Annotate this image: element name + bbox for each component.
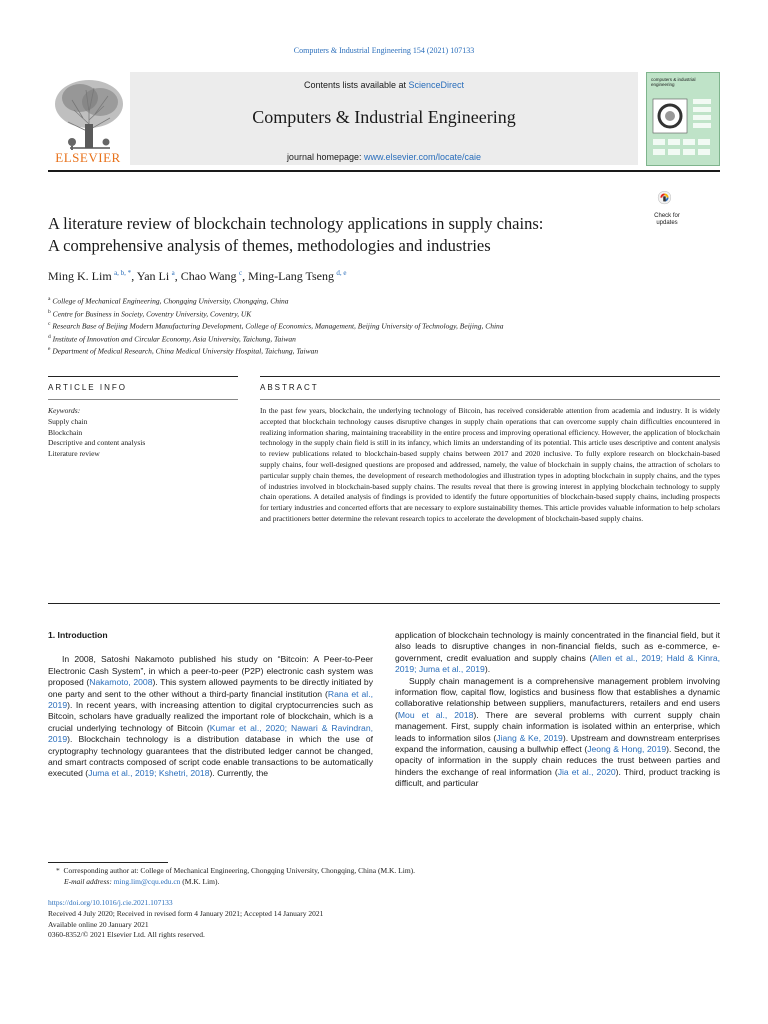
citation-link[interactable]: Jeong & Hong, 2019 — [587, 744, 667, 755]
publication-info — [48, 898, 718, 941]
citation-link[interactable]: Kumar et al., 2020; Nawari & Ravindran, 2019 — [48, 722, 373, 745]
abstract-rule-bottom — [48, 603, 720, 604]
body-paragraph — [48, 654, 373, 779]
article-info-rule-top — [48, 376, 238, 377]
affiliation-marker: d — [48, 333, 51, 340]
body-left-column — [48, 630, 373, 780]
corresponding-author-text: Corresponding author at: College of Mechanical Engineering, Chongqing University, Chongqing, China (M.K. Lim). — [63, 866, 416, 875]
affiliation-text: Centre for Business in Society, Coventry University, Coventry, UK — [52, 309, 252, 318]
footnote-star: * — [56, 866, 64, 875]
header-divider — [48, 170, 720, 172]
keywords-label: Keywords: — [48, 406, 81, 415]
author-affiliation-marker[interactable]: a — [171, 269, 175, 277]
author-affiliation-marker[interactable]: c — [238, 269, 243, 277]
section-heading-introduction: 1. Introduction — [48, 630, 108, 640]
article-info-heading: ARTICLE INFO — [48, 383, 127, 392]
citation-link[interactable]: Mou et al., 2018 — [397, 709, 474, 720]
author-list: Ming K. Lim $^{a, b, *}$, Yan Li $^a$, Chao Wang $^c$, Ming-Lang Tseng $^{d, e}$ — [48, 269, 347, 283]
affiliation-marker: c — [48, 321, 51, 327]
title-line-2: A comprehensive analysis of themes, methodologies and industries — [48, 236, 491, 255]
abstract-rule-mid — [260, 399, 720, 400]
body-text: application of blockchain technology is mainly concentrated in the financial field, but it also leads to disruptive changes in non-financial fields, such as e-commerce, e-government, credit evaluation and supply chains ( — [395, 630, 720, 663]
cover-art-icon — [651, 95, 715, 161]
contents-prefix: Contents lists available at — [303, 80, 409, 90]
sciencedirect-link[interactable]: ScienceDirect — [408, 80, 465, 90]
email-label: E-mail address: — [64, 877, 114, 886]
homepage-line — [130, 152, 638, 162]
body-text: Supply chain management is a comprehensive management problem involving information flow, capital flow, logistics and business flow that establishes a dynamic collaborative relationship between suppliers, manufacturers, retailers and end users ( — [395, 675, 720, 720]
available-online: Available online 20 January 2021 — [48, 919, 149, 929]
affiliation-item — [48, 307, 728, 320]
author-affiliation-marker[interactable]: d, e — [336, 269, 347, 277]
author-name[interactable]: Chao Wang — [180, 269, 237, 283]
affiliation-list — [48, 294, 728, 357]
body-text: ). Upstream and downstream enterprises expand the information, causing a bullwhip effect ( — [395, 732, 720, 755]
body-paragraph — [395, 630, 720, 676]
affiliation-item — [48, 344, 728, 357]
citation-link[interactable]: Rana et al., 2019 — [48, 688, 373, 711]
citation-link[interactable]: Nakamoto, 2008 — [89, 677, 153, 688]
body-text: ). This system allowed payments to be directly initiated by one party and sent to the other without a third-party financial institution ( — [48, 677, 374, 699]
email-suffix: (M.K. Lim). — [180, 877, 220, 886]
affiliation-item — [48, 319, 728, 332]
abstract-heading: ABSTRACT — [260, 383, 319, 392]
keyword-item: Literature review — [48, 449, 100, 459]
doi-link[interactable]: https://doi.org/10.1016/j.cie.2021.107133 — [48, 898, 173, 907]
body-text: ). There are several problems with current supply chain management. First, supply chain information is isolated within an enterprise, which leads to information silos ( — [395, 709, 720, 743]
homepage-prefix: journal homepage: — [286, 152, 364, 162]
abstract-text: In the past few years, blockchain, the underlying technology of Bitcoin, has received considerable attention from academia and industry. It is widely accepted that blockchain technology causes disruptive changes in supply chain operations that can overcome supply chain difficulties encountered in realizing information sharing, maintaining traceability in the entire process and improving operational efficiency. However, the application of blockchain technology in the supply chain field is still in its infancy, which limits an understanding of its potential. This article uses descriptive and content analysis to review publications related to blockchain-based supply chains between 2017 and 2020 inclusive. To fully explore research on blockchain-based supply chains, four well-designed questions are proposed and addressed, namely, the value of blockchain in supply chains, the attraction of scholars to particular supply chain themes, the development of research methodologies and illustration types in adopting blockchain in supply chains, and the types of industries involved in blockchain-based supply chains. The results reveal that there is growing interest in applying blockchain technology to supply chain operations. A detailed analysis of findings is provided to identify the future opportunities of blockchain-based supply chains, including prospects for tertiary industries and concerted efforts that are necessary to explore sustainability themes. This article provides valuable information to help scholars and practitioners better determine the relevant research topics to accelerate the development of blockchain-based supply chains. — [260, 406, 720, 523]
email-link[interactable]: ming.lim@cqu.edu.cn — [113, 877, 181, 886]
body-paragraph — [395, 676, 720, 790]
footnotes — [48, 865, 718, 887]
body-text: ). — [484, 664, 491, 675]
publisher-wordmark[interactable]: ELSEVIER — [55, 150, 121, 165]
affiliation-text: Department of Medical Research, China Medical University Hospital, Taichung, Taiwan — [52, 346, 319, 356]
article-info-rule-mid — [48, 399, 238, 400]
journal-reference[interactable]: Computers & Industrial Engineering 154 (2021) 107133 — [293, 46, 475, 55]
affiliation-marker: a — [48, 296, 51, 302]
affiliation-marker: b — [48, 308, 51, 315]
body-text: ). Blockchain technology is a distribution database in which the use of cryptography technology guarantees that the distributed ledger cannot be changed, and smart contracts composed of script code enable transactions to be automatically executed ( — [48, 734, 373, 779]
keyword-item: Supply chain — [48, 416, 88, 426]
check-updates-line-2: updates — [656, 220, 678, 226]
author-affiliation-marker[interactable]: a, b, * — [114, 269, 132, 277]
corresponding-author-note — [48, 865, 718, 876]
citation-link[interactable]: Jiang & Ke, 2019 — [496, 732, 563, 743]
body-text: ). Second, the opacity of information in the supply chain reduces the trust between parties and hinders the exchange of real information ( — [395, 744, 720, 777]
affiliation-text: College of Mechanical Engineering, Chongqing University, Chongqing, China — [52, 296, 289, 306]
body-text: ). In recent years, with increasing attention to digital cryptocurrencies such as Bitcoin, scholars have gradually realized the important role of blockchain, which is a crucial underlying technology of Bitcoin ( — [48, 700, 373, 733]
title-line-1: A literature review of blockchain technology applications in supply chains: — [48, 214, 544, 233]
affiliation-marker: e — [48, 346, 51, 352]
affiliation-text: Research Base of Beijing Modern Manufacturing Development, College of Economics, Management, Beijing University of Technology, Beijing, China — [52, 321, 504, 331]
received-dates: Received 4 July 2020; Received in revised form 4 January 2021; Accepted 14 January 2021 — [48, 908, 324, 918]
cover-title: computers & industrial engineering — [651, 77, 696, 87]
affiliation-item — [48, 294, 728, 307]
paper-title — [48, 213, 648, 257]
homepage-link[interactable]: www.elsevier.com/locate/caie — [364, 152, 482, 162]
keyword-item: Blockchain — [48, 427, 83, 437]
contents-line — [130, 80, 638, 90]
citation-link[interactable]: Jia et al., 2020 — [557, 766, 616, 777]
check-updates-line-1: Check for — [654, 213, 680, 219]
body-text: In 2008, Satoshi Nakamoto published his study on “Bitcoin: A Peer-to-Peer Electronic Cash System”, in which a peer-to-peer (P2P) electronic cash system was proposed ( — [48, 654, 373, 688]
body-text: ). Currently, the — [209, 768, 269, 779]
author-name[interactable]: Ming-Lang Tseng — [248, 269, 334, 283]
journal-title[interactable]: Computers & Industrial Engineering — [252, 107, 516, 127]
footnote-rule — [48, 862, 168, 863]
abstract-rule-top — [260, 376, 720, 377]
check-for-updates-label[interactable] — [642, 213, 692, 227]
affiliation-text: Institute of Innovation and Circular Economy, Asia University, Taichung, Taiwan — [52, 334, 296, 343]
body-right-column — [395, 630, 720, 790]
body-text: ). Third, product tracking is difficult, and particular — [395, 766, 720, 789]
journal-cover-thumbnail[interactable] — [646, 72, 720, 166]
citation-link[interactable]: Juma et al., 2019; Kshetri, 2018 — [88, 768, 210, 779]
check-for-updates-icon[interactable] — [652, 190, 682, 214]
author-name[interactable]: Yan Li — [136, 269, 170, 283]
keyword-item: Descriptive and content analysis — [48, 438, 146, 448]
keywords-block — [48, 406, 238, 460]
author-name[interactable]: Ming K. Lim — [48, 269, 112, 283]
copyright: 0360-8352/© 2021 Elsevier Ltd. All rights reserved. — [48, 930, 205, 940]
email-note — [48, 876, 718, 887]
citation-link[interactable]: Allen et al., 2019; Hald & Kinra, 2019; Juma et al., 2019 — [395, 652, 720, 675]
affiliation-item — [48, 332, 728, 345]
